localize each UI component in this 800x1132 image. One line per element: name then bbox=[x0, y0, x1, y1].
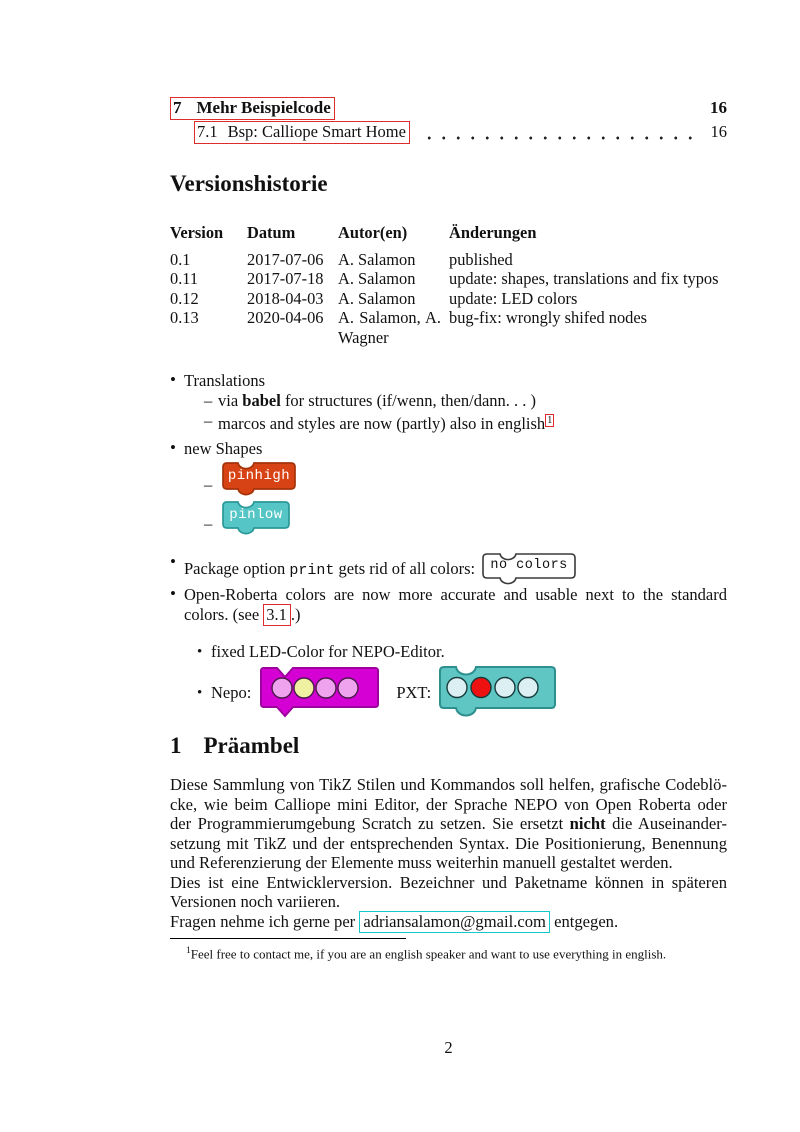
table-of-contents bbox=[170, 0, 727, 144]
table-cell: A. Salamon bbox=[338, 249, 416, 269]
nepo-led-1 bbox=[272, 678, 292, 698]
item-text: .) bbox=[290, 605, 301, 624]
table-cell: 0.1 bbox=[170, 249, 191, 269]
pinhigh-shape-badge bbox=[222, 462, 296, 498]
nepo-led-block bbox=[260, 667, 379, 718]
toc-entry-7-1 bbox=[194, 121, 727, 144]
toc-dot-leaders bbox=[420, 134, 703, 140]
footnote-mark: 1 bbox=[186, 946, 191, 956]
preamble-paragraph bbox=[170, 775, 727, 931]
table-cell: 2017-07-18 bbox=[247, 269, 324, 288]
print-code-text: print bbox=[289, 562, 335, 579]
item-text: for structures (if/wenn, then/dann. . . ) bbox=[280, 391, 537, 410]
list-item-fixed-led bbox=[170, 642, 727, 662]
footnote-mark: 1 bbox=[547, 415, 553, 426]
footnote-reference-link[interactable] bbox=[545, 414, 554, 427]
table-cell: 2020-04-06 bbox=[247, 308, 324, 327]
list-item-babel bbox=[170, 391, 727, 411]
table-cell: A. Salamon bbox=[338, 269, 416, 288]
page-number: 2 bbox=[444, 1038, 453, 1057]
toc-entry-7 bbox=[170, 97, 727, 120]
table-cell: 0.11 bbox=[170, 269, 199, 288]
toc-pagenum: 16 bbox=[710, 98, 727, 117]
pxt-led-block bbox=[439, 666, 556, 719]
toc-link-7[interactable] bbox=[170, 97, 335, 120]
nepo-led-4 bbox=[338, 678, 358, 698]
item-text: gets rid of all colors: bbox=[334, 559, 476, 578]
paragraph-line bbox=[170, 814, 727, 834]
section-ref-link[interactable]: 3.1 bbox=[263, 604, 291, 626]
footnote-rule bbox=[170, 938, 406, 939]
table-cell: A. Salamon bbox=[338, 288, 416, 308]
nepo-led-2 bbox=[294, 678, 314, 698]
section-title: Präambel bbox=[203, 733, 300, 758]
item-text: marcos and styles are now (partly) also in english bbox=[218, 414, 546, 433]
toc-title: Bsp: Calliope Smart Home bbox=[227, 122, 406, 141]
paragraph-text: entgegen. bbox=[549, 911, 619, 931]
list-item-open-roberta bbox=[170, 585, 727, 625]
paragraph-line: Versionen noch variieren. bbox=[170, 892, 341, 911]
pxt-led-3 bbox=[495, 678, 515, 698]
table-cell: 2018-04-03 bbox=[247, 288, 324, 308]
list-item-print-option bbox=[170, 553, 727, 581]
table-cell: A. Salamon, A. Wagner bbox=[338, 308, 441, 347]
column-header: Version bbox=[170, 223, 224, 242]
item-text: fixed LED-Color for NEPO-Editor. bbox=[211, 642, 445, 661]
section-number: 1 bbox=[170, 733, 182, 758]
column-header: Datum bbox=[247, 223, 296, 242]
table-cell: update: LED colors bbox=[449, 288, 578, 308]
list-item-label: Translations bbox=[184, 371, 265, 390]
item-text: Package option bbox=[184, 559, 290, 578]
list-item-pinhigh bbox=[170, 462, 727, 498]
babel-bold: babel bbox=[242, 391, 281, 410]
toc-number: 7.1 bbox=[197, 122, 218, 141]
email-link[interactable]: adriansalamon@gmail.com bbox=[359, 911, 550, 933]
toc-link-7-1[interactable] bbox=[194, 121, 410, 144]
changes-list bbox=[170, 371, 727, 721]
footnote bbox=[170, 943, 727, 962]
version-history-title: Versionshistorie bbox=[170, 171, 328, 196]
nepo-label: • Nepo: bbox=[211, 682, 252, 702]
table-cell: 0.13 bbox=[170, 308, 199, 327]
item-text: via bbox=[218, 391, 243, 410]
paragraph-line: und Referenzierung der Elemente muss weiterhin manuell gestaltet werden. bbox=[170, 853, 673, 872]
list-item-translations bbox=[170, 371, 727, 391]
column-header: Autor(en) bbox=[338, 223, 408, 242]
table-cell: 0.12 bbox=[170, 288, 199, 308]
list-item-label: new Shapes bbox=[184, 439, 263, 458]
list-item-nepo-pxt bbox=[170, 664, 727, 721]
footnote-text: Feel free to contact me, if you are an english speaker and want to use everything in english. bbox=[190, 946, 667, 962]
nicht-bold: nicht bbox=[569, 814, 606, 833]
list-item-new-shapes bbox=[170, 439, 727, 459]
column-header: Änderungen bbox=[449, 223, 537, 242]
toc-pagenum: 16 bbox=[710, 122, 727, 141]
nepo-led-3 bbox=[316, 678, 336, 698]
paragraph-line: cke, wie beim Calliope mini Editor, der Sprache NEPO von Open Roberta oder bbox=[170, 794, 727, 814]
pxt-led-2 bbox=[471, 678, 491, 698]
table-cell: update: shapes, translations and fix typos bbox=[449, 269, 719, 288]
pxt-label: PXT: bbox=[396, 682, 432, 702]
paragraph-text: die Auseinander- bbox=[605, 814, 727, 833]
table-cell: bug-fix: wrongly shifed nodes bbox=[449, 308, 648, 327]
list-item-pinlow bbox=[170, 501, 727, 537]
paragraph-line bbox=[170, 912, 727, 932]
section-heading-praeambel bbox=[170, 731, 727, 761]
no-colors-badge bbox=[482, 553, 576, 587]
paragraph-line: Dies ist eine Entwicklerversion. Bezeichner und Paketname können in späteren bbox=[170, 872, 727, 892]
pxt-led-4 bbox=[518, 678, 538, 698]
pinlow-shape-badge bbox=[222, 501, 290, 537]
table-cell: published bbox=[449, 249, 513, 269]
no-colors-label: no colors bbox=[490, 557, 568, 573]
toc-number: 7 bbox=[173, 98, 182, 117]
paragraph-text: Fragen nehme ich gerne per bbox=[170, 911, 360, 931]
paragraph-line: setzung mit TikZ und der entsprechenden Syntax. Die Positionierung, Benennung bbox=[170, 833, 727, 853]
pxt-led-1 bbox=[447, 678, 467, 698]
table-cell: 2017-07-06 bbox=[247, 249, 324, 269]
toc-title: Mehr Beispielcode bbox=[196, 98, 331, 117]
pinlow-label: – pinlow bbox=[229, 507, 283, 523]
pinhigh-label: – pinhigh bbox=[227, 468, 291, 484]
version-history-table bbox=[170, 223, 727, 347]
paragraph-text: der Programmierumgebung Scratch zu setzen. Sie ersetzt bbox=[170, 814, 570, 833]
paragraph-line: Diese Sammlung von TikZ Stilen und Kommandos soll helfen, grafische Codeblö- bbox=[170, 775, 727, 794]
item-text: Open-Roberta colors are now more accurate and usable next to the standard colors. (see bbox=[184, 585, 727, 624]
list-item-marcos bbox=[170, 411, 727, 434]
